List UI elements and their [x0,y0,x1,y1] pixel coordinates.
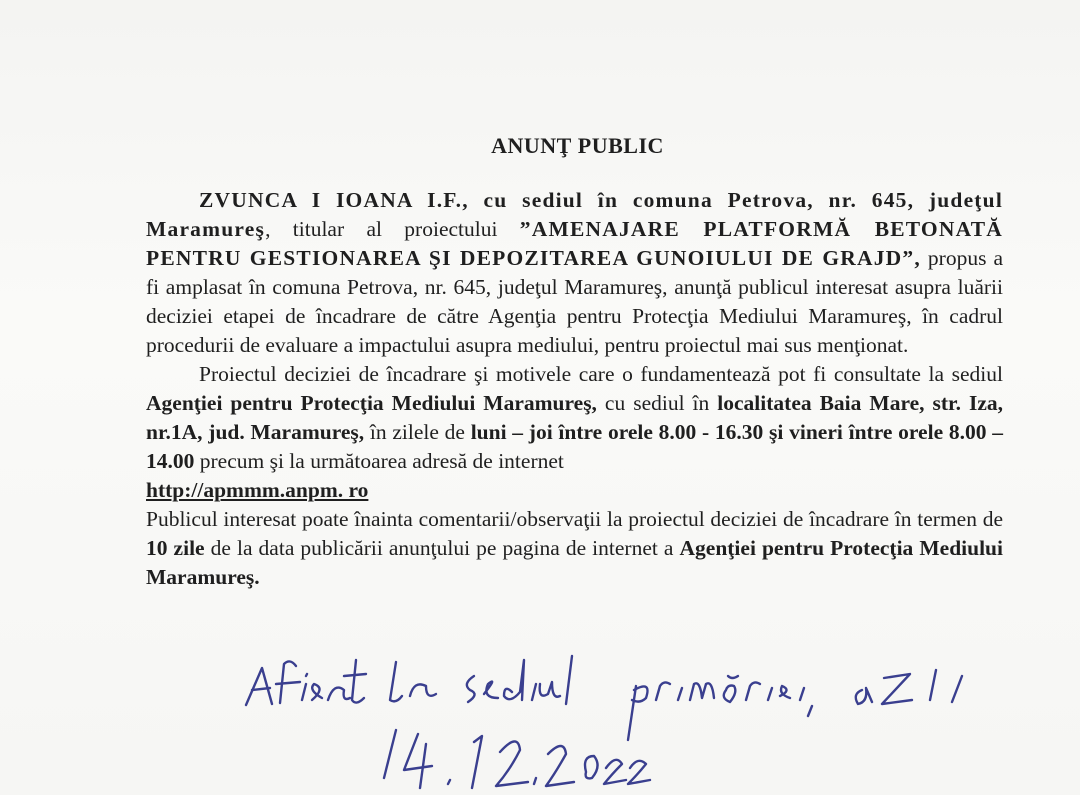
paragraph-3: Publicul interesat poate înainta comentarii/observaţii la proiectul deciziei de încadrare în termen de 10 zile de la data publicării anunţului pe pagina de internet a Agenţiei pentru Protecţia Mediului Maramureş. [146,507,1003,589]
handwritten-note [0,640,1080,795]
deadline-days: 10 zile [146,536,205,560]
agency-name-2: Agenţiei pentru Protecţia Mediului Maramureş. [146,536,1003,589]
paragraph-2: Proiectul deciziei de încadrare şi motivele care o fundamentează pot fi consultate la sediul Agenţiei pentru Protecţia Mediului Maramureş, cu sediul în localitatea Baia Mare, str. Iza, nr.1A, jud. Maramureş, în zilele de luni – joi între orele 8.00 - 16.30 şi vineri între orele 8.00 – 14.00 precum şi la următoarea adresă de internet http://apmmm.anpm. ro [146,362,1003,502]
announcement-body [146,186,1003,592]
agency-name: Agenţiei pentru Protecţia Mediului Maramureş, [146,391,597,415]
website-link[interactable]: http://apmmm.anpm. ro [146,478,369,502]
document-title: ANUNŢ PUBLIC [491,133,664,158]
handwritten-signature-note [0,640,1080,795]
project-name: ”AMENAJARE PLATFORMĂ BETONATĂ PENTRU GESTIONAREA ŞI DEPOZITAREA GUNOIULUI DE GRAJD”, [146,217,1003,270]
agency-address: localitatea Baia Mare, str. Iza, nr.1A, jud. Maramureş, [146,391,1003,444]
paragraph-1: ZVUNCA I IOANA I.F., cu sediul în comuna Petrova, nr. 645, judeţul Maramureş, titular al proiectului ”AMENAJARE PLATFORMĂ BETONATĂ PENTRU GESTIONAREA ŞI DEPOZITAREA GUNOIULUI DE GRAJD”, propus a fi amplasat în comuna Petrova, nr. 645, judeţul Maramureş, anunţă publicul interesat asupra luării deciziei etapei de încadrare de către Agenţia pentru Protecţia Mediului Maramureş, în cadrul procedurii de evaluare a impactului asupra mediului, pentru proiectul mai sus menţionat. [146,188,1004,357]
company-name: ZVUNCA I IOANA I.F., cu sediul în comuna Petrova, nr. 645, judeţul Maramureş [146,188,1003,241]
opening-hours: luni – joi între orele 8.00 - 16.30 şi vineri între orele 8.00 – 14.00 [146,420,1003,473]
